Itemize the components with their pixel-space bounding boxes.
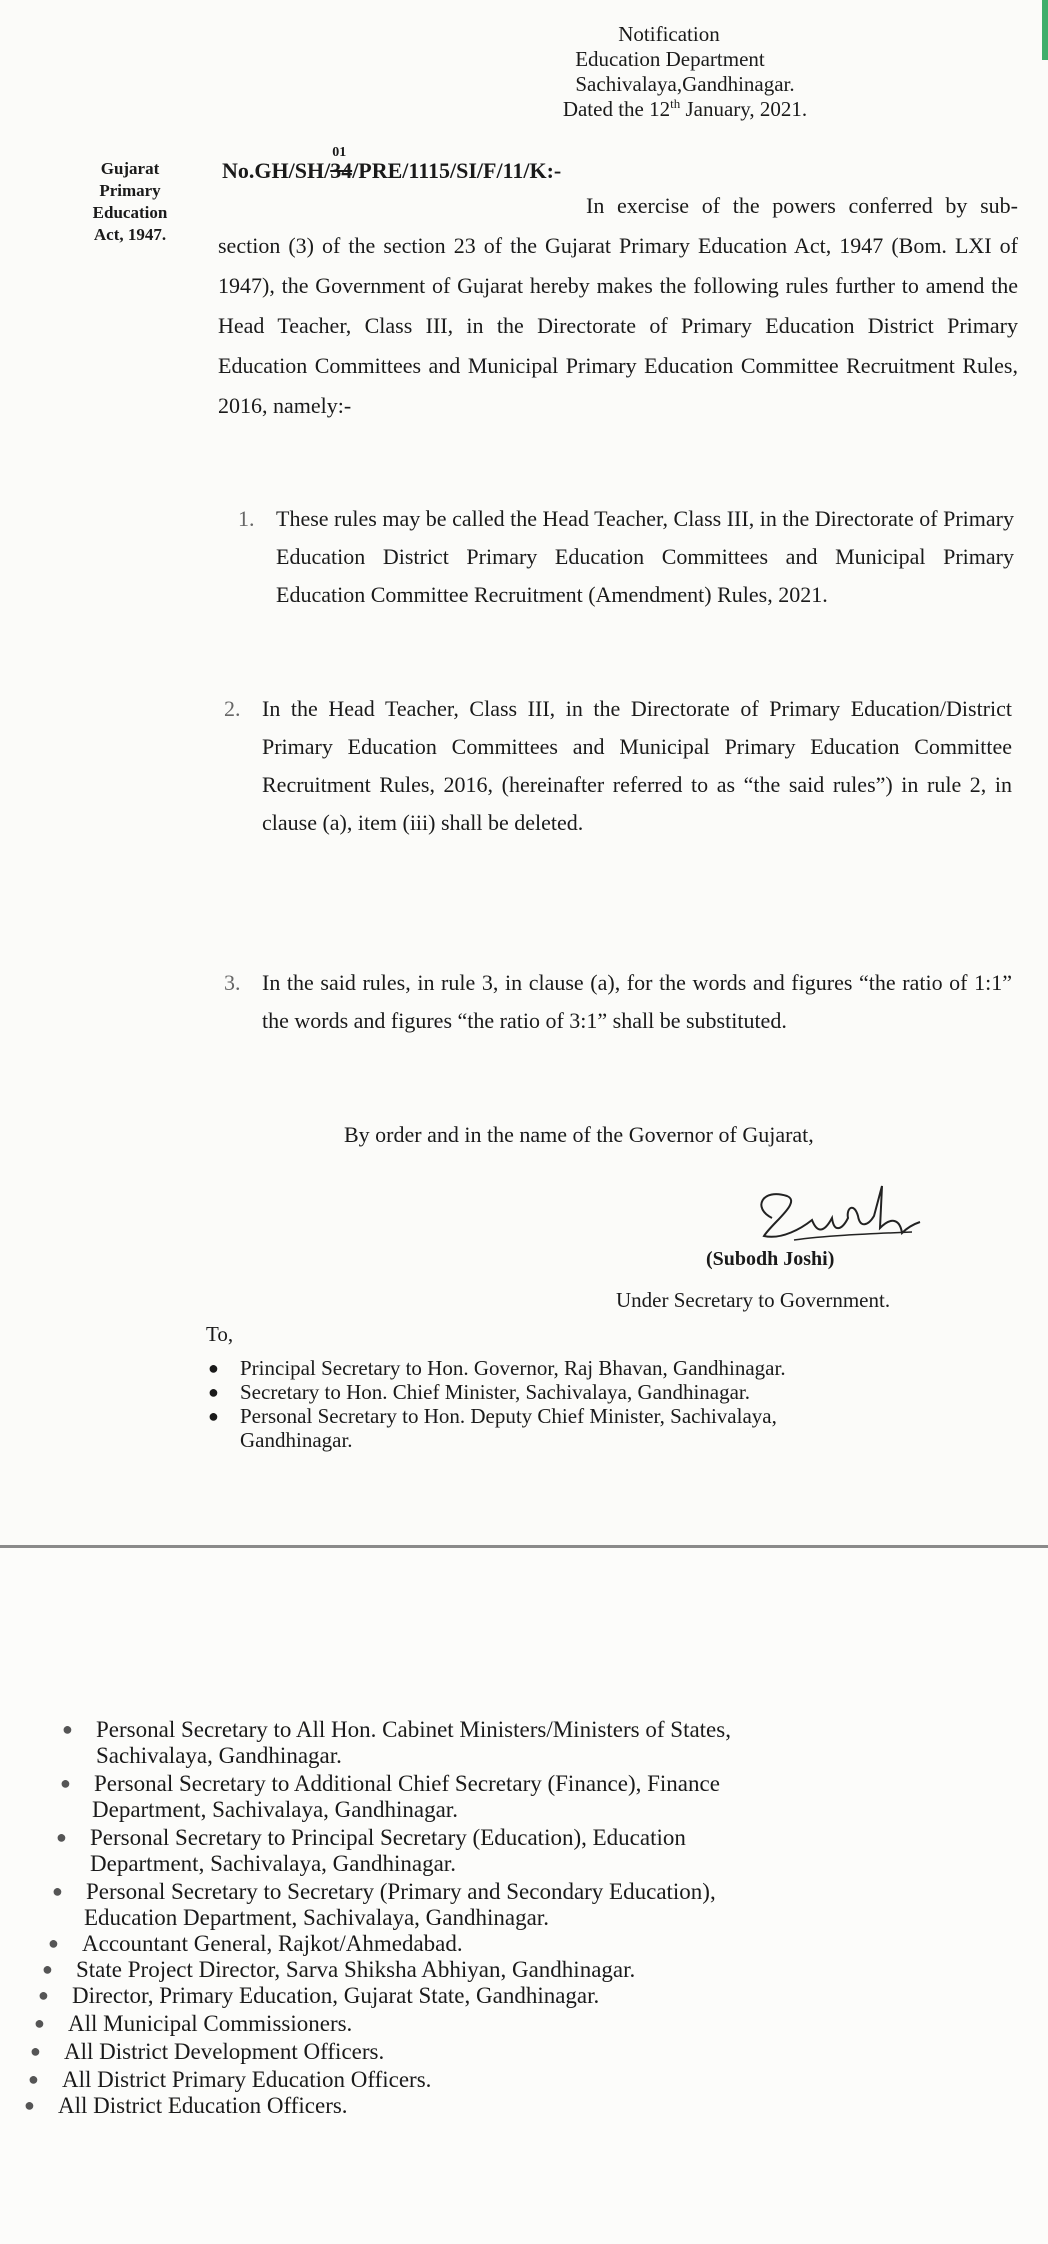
- list-item: [34, 2011, 353, 2036]
- list-item-text: All Municipal Commissioners.: [68, 2011, 353, 2036]
- list-item-text: Secretary to Hon. Chief Minister, Sachivalaya, Gandhinagar.: [240, 1380, 751, 1404]
- to-label: To,: [206, 1322, 234, 1346]
- list-item-text: Accountant General, Rajkot/Ahmedabad.: [82, 1931, 463, 1956]
- header-department: Education Department: [575, 47, 765, 71]
- list-item: [52, 1879, 716, 1904]
- margin-note-line: Gujarat: [100, 159, 160, 178]
- list-item: [208, 1380, 751, 1404]
- margin-note: [80, 158, 180, 246]
- list-item-text: Director, Primary Education, Gujarat State, Gandhinagar.: [72, 1983, 600, 2008]
- list-item-text: Personal Secretary to Secretary (Primary and Secondary Education),: [86, 1879, 716, 1904]
- notification-number: [222, 145, 1022, 183]
- bullet-icon: ●: [28, 2069, 39, 2089]
- ref-prefix: No.GH/SH/: [222, 158, 331, 183]
- list-item-text: All District Development Officers.: [64, 2039, 385, 2064]
- bullet-icon: ●: [48, 1933, 59, 1953]
- bullet-icon: ●: [208, 1358, 219, 1378]
- rule-item-2: [224, 690, 1012, 842]
- list-item-text: All District Primary Education Officers.: [62, 2067, 432, 2092]
- signature-icon: [742, 1178, 922, 1258]
- bullet-icon: ●: [42, 1959, 53, 1979]
- rule-text: In the said rules, in rule 3, in clause (a), for the words and figures “the ratio of 1:1” the words and figures “the ratio of 3:1” shall be substituted.: [262, 970, 1012, 1033]
- list-item: [48, 1931, 463, 1956]
- list-item-text: Department, Sachivalaya, Gandhinagar.: [92, 1797, 458, 1822]
- ref-corrected-number: [330, 145, 353, 183]
- list-item: [60, 1771, 720, 1796]
- list-item: [28, 2067, 432, 2092]
- bullet-icon: ●: [62, 1719, 73, 1739]
- list-item-continuation: [96, 1744, 342, 1767]
- list-item: [208, 1404, 777, 1428]
- rule-number: 2.: [224, 696, 241, 721]
- ref-struck-number: 34: [330, 158, 353, 183]
- list-item-text: Personal Secretary to All Hon. Cabinet Ministers/Ministers of States,: [96, 1717, 731, 1742]
- header-location: Sachivalaya,Gandhinagar.: [575, 72, 795, 96]
- ref-overwritten-number: 01: [332, 145, 347, 160]
- signatory-title: Under Secretary to Government.: [616, 1288, 891, 1312]
- bullet-icon: ●: [34, 2013, 45, 2033]
- list-item-text: State Project Director, Sarva Shiksha Abhiyan, Gandhinagar.: [76, 1957, 636, 1982]
- list-item-continuation: [240, 1429, 353, 1452]
- list-item-continuation: [84, 1906, 549, 1929]
- order-line: By order and in the name of the Governor of Gujarat,: [344, 1122, 814, 1147]
- rule-item-3: [224, 964, 1012, 1040]
- bullet-icon: ●: [38, 1985, 49, 2005]
- bullet-icon: ●: [24, 2095, 35, 2115]
- rule-text: In the Head Teacher, Class III, in the Directorate of Primary Education/District Primary Education Committees and Municipal Primary Education Committee Recruitment Rules, 2016, (hereinafter referred to as “the said rules”) in rule 2, in clause (a), item (iii) shall be deleted.: [262, 696, 1012, 835]
- rule-item-1: [238, 500, 1014, 614]
- bullet-icon: ●: [208, 1406, 219, 1426]
- signatory-name: (Subodh Joshi): [706, 1248, 835, 1270]
- list-item: [30, 2039, 385, 2064]
- list-item-continuation: [92, 1798, 458, 1821]
- bullet-icon: ●: [30, 2041, 41, 2061]
- list-item: [62, 1717, 731, 1742]
- margin-note-line: Education: [92, 203, 168, 222]
- rule-text: These rules may be called the Head Teacher, Class III, in the Directorate of Primary Education District Primary Education Committees and Municipal Primary Education Committee Recruitment (Amendment) Rules, 2021.: [276, 506, 1014, 607]
- list-item-text: Personal Secretary to Hon. Deputy Chief Minister, Sachivalaya,: [240, 1404, 777, 1428]
- list-item: [38, 1983, 600, 2008]
- list-item-text: Sachivalaya, Gandhinagar.: [96, 1743, 342, 1768]
- list-item-text: Department, Sachivalaya, Gandhinagar.: [90, 1851, 456, 1876]
- list-item: [56, 1825, 686, 1850]
- bullet-icon: ●: [56, 1827, 67, 1847]
- bullet-icon: ●: [208, 1382, 219, 1402]
- scan-edge-mark: [1042, 0, 1048, 60]
- list-item: [24, 2093, 348, 2118]
- list-item-text: All District Education Officers.: [58, 2093, 348, 2118]
- date-prefix: Dated the 12: [562, 97, 671, 121]
- margin-note-line: Act, 1947.: [93, 225, 167, 244]
- list-item-text: Personal Secretary to Additional Chief Secretary (Finance), Finance: [94, 1771, 720, 1796]
- header-date: [490, 97, 880, 122]
- list-item-text: Education Department, Sachivalaya, Gandhinagar.: [84, 1905, 549, 1930]
- list-item-continuation: [90, 1852, 456, 1875]
- margin-note-line: Primary: [99, 181, 161, 200]
- rule-number: 1.: [238, 506, 255, 531]
- date-superscript: th: [670, 96, 681, 111]
- ref-number: [222, 145, 562, 183]
- list-item-text: Personal Secretary to Principal Secretary (Education), Education: [90, 1825, 686, 1850]
- intro-paragraph: In exercise of the powers conferred by sub-section (3) of the section 23 of the Gujarat Primary Education Act, 1947 (Bom. LXI of 1947), the Government of Gujarat hereby makes the following rules further to amend the Head Teacher, Class III, in the Directorate of Primary Education District Primary Education Committees and Municipal Primary Education Committee Recruitment Rules, 2016, namely:-: [218, 193, 1018, 418]
- date-suffix: January, 2021.: [680, 97, 808, 121]
- notification-header: [460, 22, 880, 122]
- page-two: [0, 1548, 1048, 2244]
- list-item: [42, 1957, 636, 1982]
- list-item: [208, 1356, 786, 1380]
- bullet-icon: ●: [52, 1881, 63, 1901]
- bullet-icon: ●: [60, 1773, 71, 1793]
- ref-suffix: /PRE/1115/SI/F/11/K:-: [352, 158, 562, 183]
- rule-number: 3.: [224, 970, 241, 995]
- header-title: Notification: [618, 22, 720, 46]
- list-item-text: Gandhinagar.: [240, 1428, 353, 1452]
- list-item-text: Principal Secretary to Hon. Governor, Raj Bhavan, Gandhinagar.: [240, 1356, 786, 1380]
